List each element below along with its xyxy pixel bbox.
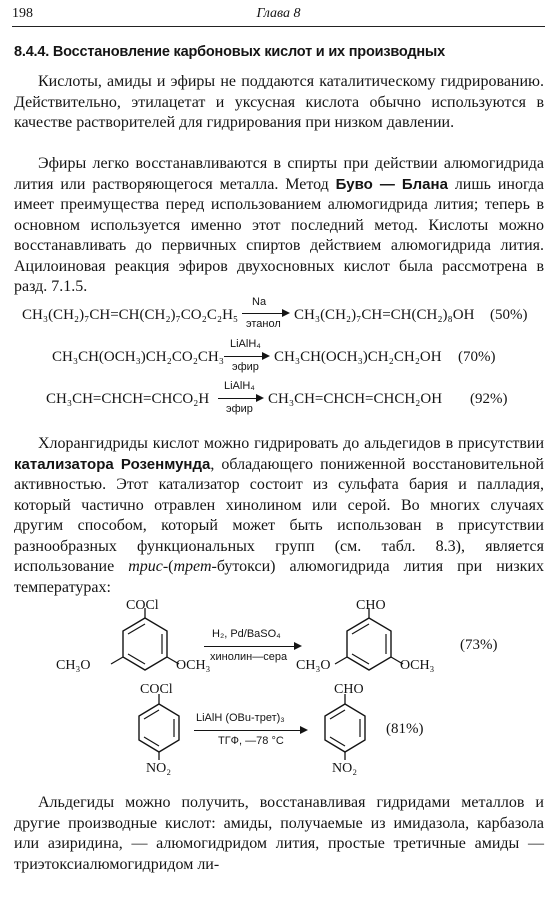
reaction-4-product-methoxy-right: OCH₃: [400, 658, 435, 673]
reaction-5-product-group: CHO: [334, 682, 364, 697]
reaction-3-reactant: CH₃CH=CHCH=CHCO₂H: [46, 391, 210, 407]
reaction-5-arrow: [194, 730, 306, 731]
reaction-5-nitro: NO₂: [146, 761, 172, 776]
page-header: [12, 6, 545, 27]
reaction-4-yield: (73%): [460, 637, 498, 653]
reaction-5-conditions: ТГФ, —78 °C: [218, 735, 284, 747]
paragraph-2-text-c: лишь иногда имеет преимущества перед использованием алюмогидрида лития; теперь в основном используется именно этот последний метод. Кислоты можно восстанавливать до первичных спиртов действием алюмогидрида лития. Ацилоиновая реакция эфиров двухосновных кислот была рассмотрена в разд. 7.1.5.: [14, 175, 544, 295]
section-title: 8.4.4. Восстановление карбоновых кислот и их производных: [14, 44, 445, 60]
reaction-2-product: CH₃CH(OCH₃)CH₂CH₂OH: [274, 349, 442, 365]
reaction-1-reactant: CH₃(CH₂)₇CH=CH(CH₂)₇CO₂C₂H₅: [22, 307, 239, 323]
chapter-title: Глава 8: [256, 6, 301, 21]
reaction-5-reactant-group: COCl: [140, 682, 173, 697]
paragraph-4: Альдегиды можно получить, восстанавливая гидридами металлов и другие производные кислот: амиды, получаемые из имидазола, карбазола или азиридина, — алюмогидридом лития, простые третичные амиды — триэтоксиалюмогидридом ли-: [14, 794, 544, 873]
paragraph-3-text-g: -бутокси) алюмогидрида лития при низких температурах:: [14, 558, 544, 596]
reaction-4-conditions: хинолин—сера: [210, 651, 288, 663]
reaction-4-methoxy-right: OCH₃: [176, 658, 211, 673]
reaction-5-yield: (81%): [386, 721, 424, 737]
paragraph-3-text-c: , обладающего пониженной восстановительной активностью. Этот катализатор состоит из сульфата бария и палладия, который частично отравлен хинолином или серой. Во многих случаях другим способом, который может быть использован в присутствии разнообразных функциональных групп (см. табл. 8.3), является использование: [14, 455, 544, 575]
reaction-4-reactant-group: COCl: [126, 598, 159, 613]
reaction-2-reagent: LiAlH₄: [230, 338, 261, 350]
paragraph-2-text-a: Эфиры легко восстанавливаются в спирты при действии алюмогидрида лития или растворяющегося металла. Метод: [14, 155, 544, 193]
reaction-5-reagent: LiAlH (OBu-трет)₃: [196, 712, 285, 724]
tris-prefix: трис: [128, 558, 163, 575]
tert-prefix: трет: [173, 558, 212, 575]
paragraph-2: [14, 154, 544, 298]
reaction-5-product-nitro: NO₂: [332, 761, 358, 776]
reaction-1-reagent: Na: [252, 296, 267, 308]
reaction-2-yield: (70%): [458, 349, 496, 365]
paragraph-1: Кислоты, амиды и эфиры не поддаются каталитическому гидрированию. Действительно, этилацетат и уксусная кислота обычно используются в качестве растворителей для гидрирования при низком давлении.: [14, 73, 544, 131]
reaction-1-product: CH₃(CH₂)₇CH=CH(CH₂)₈OH: [294, 307, 475, 323]
reaction-1-arrow: [242, 313, 288, 314]
reaction-4-product-group: CHO: [356, 598, 386, 613]
reaction-3-arrow: [218, 398, 262, 399]
catalyst-name: катализатора Розенмунда: [14, 455, 211, 473]
reaction-4-product-methoxy-left: CH₃O: [296, 658, 331, 673]
reaction-4-reagent: H₂, Pd/BaSO₄: [212, 628, 281, 640]
reaction-2-reactant: CH₃CH(OCH₃)CH₂CO₂CH₃: [52, 349, 224, 365]
reaction-1-yield: (50%): [490, 307, 528, 323]
reaction-3-conditions: эфир: [226, 403, 253, 415]
method-name: Буво — Блана: [335, 175, 448, 193]
reaction-2-arrow: [224, 356, 268, 357]
reaction-3-yield: (92%): [470, 391, 508, 407]
reaction-5-reactant-ring: [109, 696, 209, 766]
reaction-2-conditions: эфир: [232, 361, 259, 373]
reaction-4-arrow: [204, 646, 300, 647]
paragraph-3: [14, 434, 544, 598]
page-number: 198: [12, 6, 33, 21]
paragraph-3-text-a: Хлорангидриды кислот можно гидрировать до альдегидов в присутствии: [38, 435, 544, 452]
reaction-5-product-ring: [295, 696, 395, 766]
reaction-1-conditions: этанол: [246, 318, 281, 330]
reaction-3-product: CH₃CH=CHCH=CHCH₂OH: [268, 391, 443, 407]
paragraph-3-text-e: -(: [162, 558, 174, 575]
reaction-3-reagent: LiAlH₄: [224, 380, 255, 392]
reaction-4-methoxy-left: CH₃O: [56, 658, 91, 673]
